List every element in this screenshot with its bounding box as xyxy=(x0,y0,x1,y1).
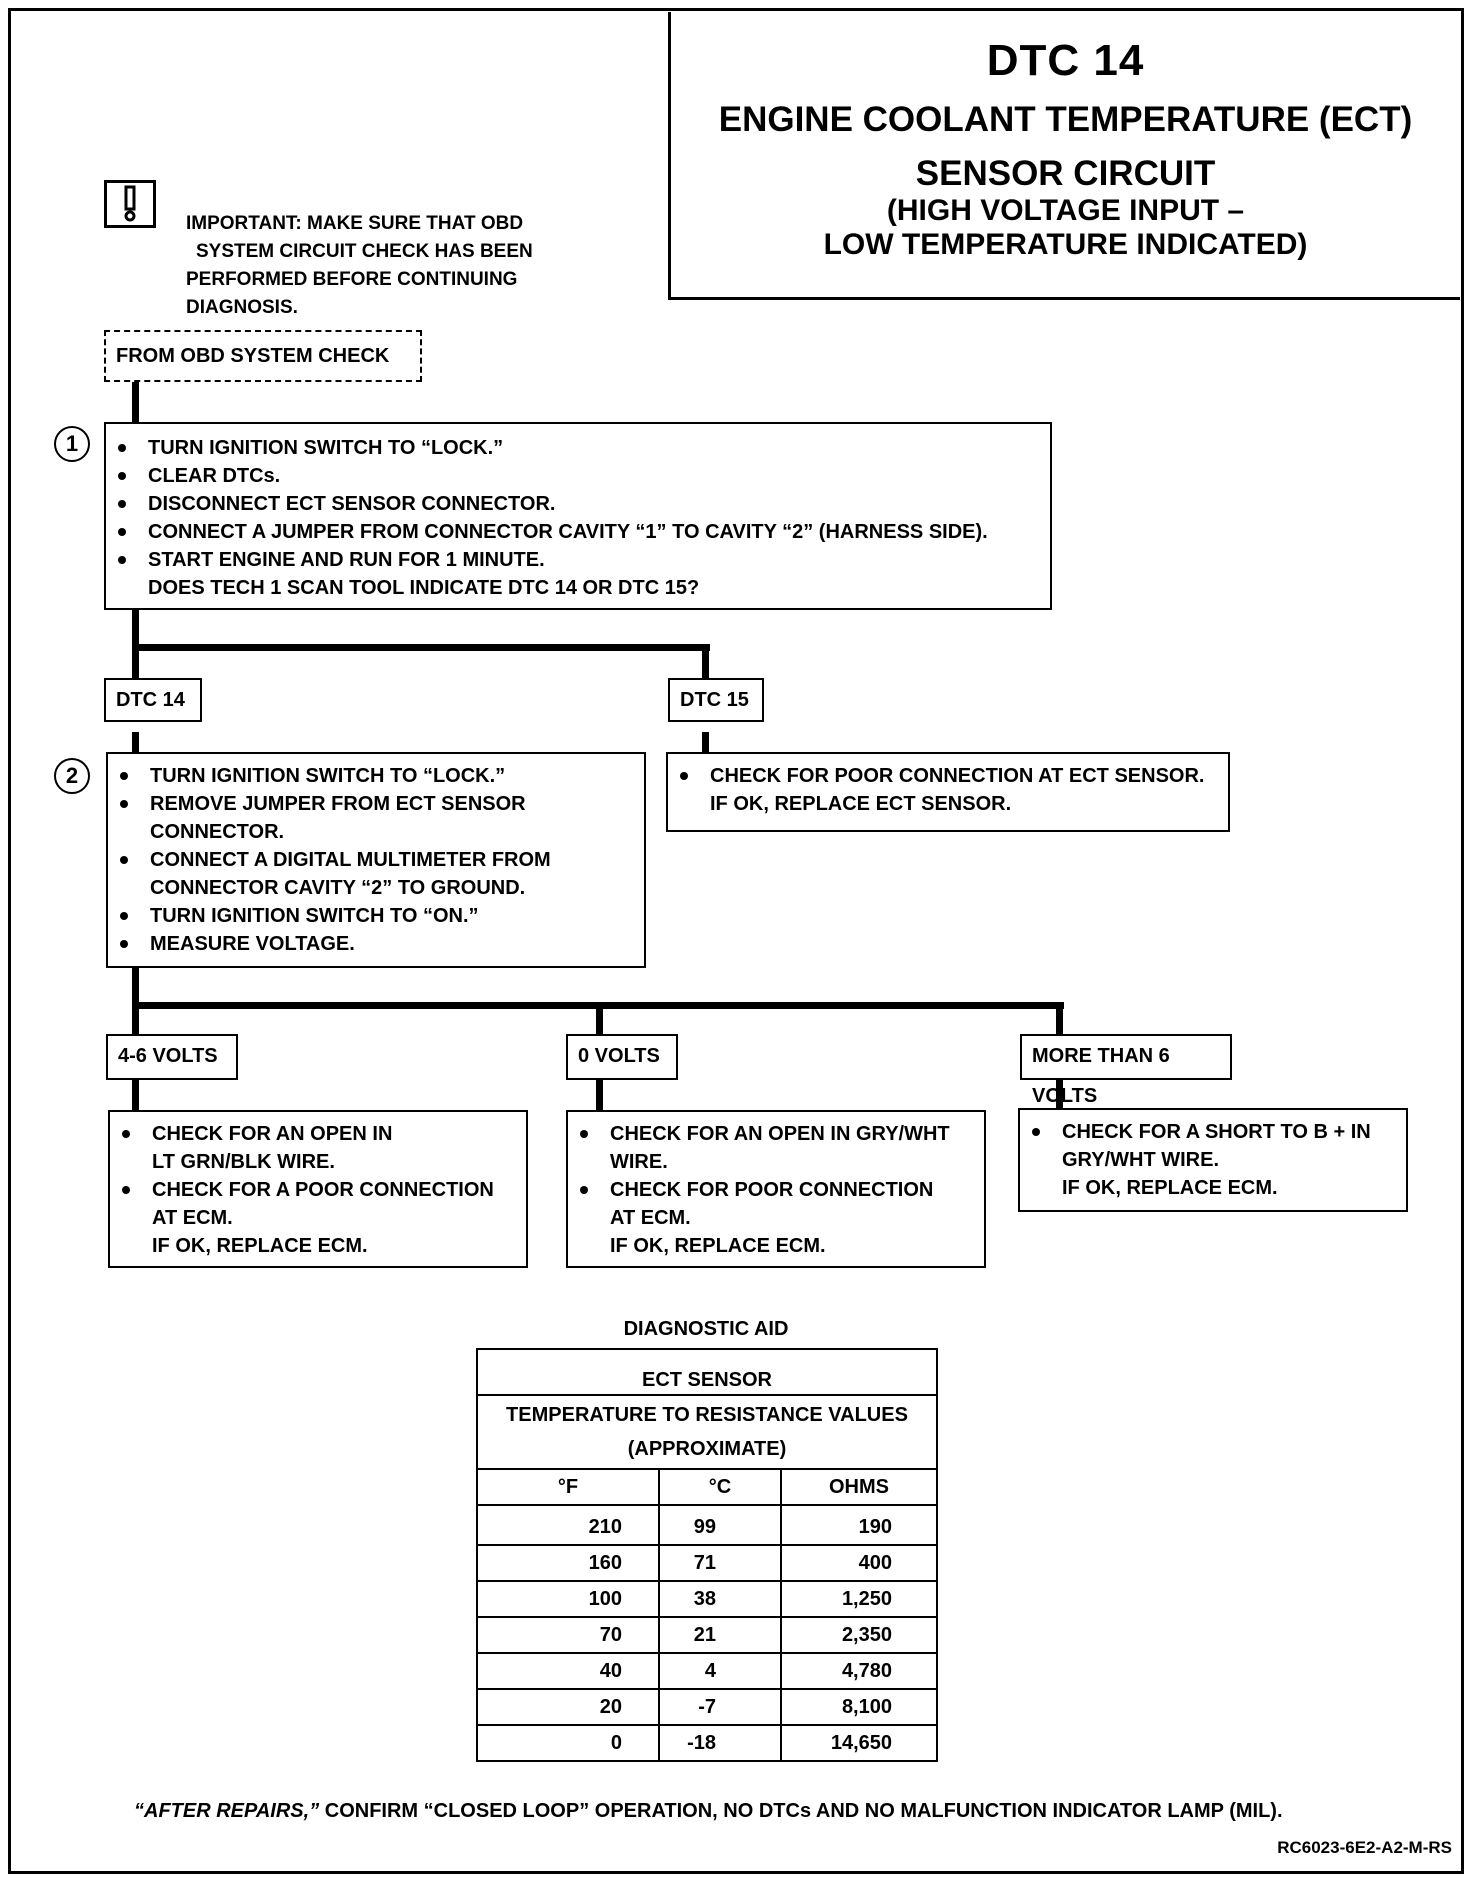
cell-celsius: -18 xyxy=(659,1725,781,1761)
table-row xyxy=(477,1617,937,1653)
volts-0-item: CHECK FOR POOR CONNECTION AT ECM. xyxy=(568,1176,984,1232)
table-subtitle: TEMPERATURE TO RESISTANCE VALUES (APPROXIMATE) xyxy=(477,1395,937,1469)
subtitle-line-2: LOW TEMPERATURE INDICATED) xyxy=(823,228,1308,261)
cell-fahrenheit: 70 xyxy=(477,1617,659,1653)
connector-start-step1 xyxy=(132,382,139,422)
volts-46-result-box xyxy=(108,1110,528,1268)
col-header-c: °C xyxy=(659,1469,781,1505)
connector-0v-result xyxy=(596,1078,603,1110)
cell-fahrenheit: 40 xyxy=(477,1653,659,1689)
col-header-ohms: OHMS xyxy=(781,1469,937,1505)
cell-ohms: 1,250 xyxy=(781,1581,937,1617)
step-2-box xyxy=(106,752,646,968)
cell-ohms: 2,350 xyxy=(781,1617,937,1653)
title-line-2: SENSOR CIRCUIT xyxy=(915,154,1216,193)
volts-6plus-label: MORE THAN 6 VOLTS xyxy=(1020,1034,1232,1080)
diagnostic-aid-heading: DIAGNOSTIC AID xyxy=(623,1318,789,1340)
start-box xyxy=(104,330,422,382)
after-repairs-note xyxy=(134,1800,1283,1823)
table-row xyxy=(477,1505,937,1545)
important-line-1: IMPORTANT: MAKE SURE THAT OBD xyxy=(186,213,524,234)
step-2-item: TURN IGNITION SWITCH TO “ON.” xyxy=(108,902,644,930)
cell-celsius: 71 xyxy=(659,1545,781,1581)
step-1-item: CONNECT A JUMPER FROM CONNECTOR CAVITY “1” TO CAVITY “2” (HARNESS SIDE). xyxy=(106,518,1050,546)
important-line-2: SYSTEM CIRCUIT CHECK HAS BEEN xyxy=(196,241,533,262)
cell-fahrenheit: 20 xyxy=(477,1689,659,1725)
table-row xyxy=(477,1689,937,1725)
col-header-f: °F xyxy=(477,1469,659,1505)
connector-46v-result xyxy=(132,1078,139,1110)
step-2-item: TURN IGNITION SWITCH TO “LOCK.” xyxy=(108,762,644,790)
cell-fahrenheit: 160 xyxy=(477,1545,659,1581)
step-1-item: CLEAR DTCs. xyxy=(106,462,1050,490)
connector-0v-down xyxy=(596,1002,603,1038)
volts-46-footer: IF OK, REPLACE ECM. xyxy=(152,1235,368,1257)
after-repairs-label: “AFTER REPAIRS,” xyxy=(134,1800,320,1822)
table-title: ECT SENSOR xyxy=(477,1349,937,1395)
cell-celsius: 38 xyxy=(659,1581,781,1617)
ect-sensor-table xyxy=(476,1348,938,1762)
connector-dtc15-result xyxy=(702,732,709,752)
step-2-item: MEASURE VOLTAGE. xyxy=(108,930,644,958)
cell-celsius: -7 xyxy=(659,1689,781,1725)
figure-code: RC6023-6E2-A2-M-RS xyxy=(1277,1838,1452,1857)
cell-ohms: 4,780 xyxy=(781,1653,937,1689)
connector-dtc14-step2 xyxy=(132,732,139,752)
cell-fahrenheit: 0 xyxy=(477,1725,659,1761)
important-line-4: DIAGNOSIS. xyxy=(186,297,298,318)
volts-6plus-result-box xyxy=(1018,1108,1408,1212)
cell-ohms: 190 xyxy=(781,1505,937,1545)
cell-ohms: 14,650 xyxy=(781,1725,937,1761)
branch-dtc14-label: DTC 14 xyxy=(104,678,202,722)
step-1-question: DOES TECH 1 SCAN TOOL INDICATE DTC 14 OR DTC 15? xyxy=(148,577,700,599)
dtc15-result-box xyxy=(666,752,1230,832)
important-note xyxy=(186,210,533,322)
table-row xyxy=(477,1725,937,1761)
title-box xyxy=(668,12,1460,300)
cell-fahrenheit: 210 xyxy=(477,1505,659,1545)
volts-0-result-box xyxy=(566,1110,986,1268)
cell-ohms: 400 xyxy=(781,1545,937,1581)
dtc-code: DTC 14 xyxy=(986,36,1145,85)
step-1-item: START ENGINE AND RUN FOR 1 MINUTE. xyxy=(106,546,1050,574)
volts-0-item: CHECK FOR AN OPEN IN GRY/WHT WIRE. xyxy=(568,1120,984,1176)
volts-46-item: CHECK FOR A POOR CONNECTION AT ECM. xyxy=(110,1176,526,1232)
step-1-item: DISCONNECT ECT SENSOR CONNECTOR. xyxy=(106,490,1050,518)
volts-0-footer: IF OK, REPLACE ECM. xyxy=(610,1235,826,1257)
start-box-label: FROM OBD SYSTEM CHECK xyxy=(116,345,390,367)
step-1-box xyxy=(104,422,1052,610)
volts-46-label: 4-6 VOLTS xyxy=(106,1034,238,1080)
step-1-item: TURN IGNITION SWITCH TO “LOCK.” xyxy=(106,434,1050,462)
cell-celsius: 21 xyxy=(659,1617,781,1653)
dtc15-result-item: CHECK FOR POOR CONNECTION AT ECT SENSOR. IF OK, REPLACE ECT SENSOR. xyxy=(668,762,1228,818)
connector-6v-down xyxy=(1056,1002,1063,1038)
step-2-marker: 2 xyxy=(54,758,90,794)
exclamation-icon xyxy=(104,180,156,228)
branch-dtc15-label: DTC 15 xyxy=(668,678,764,722)
volts-6plus-footer: IF OK, REPLACE ECM. xyxy=(1062,1177,1278,1199)
table-row xyxy=(477,1581,937,1617)
important-line-3: PERFORMED BEFORE CONTINUING xyxy=(186,269,518,290)
step-1-marker: 1 xyxy=(54,426,90,462)
cell-fahrenheit: 100 xyxy=(477,1581,659,1617)
volts-6plus-item: CHECK FOR A SHORT TO B + IN GRY/WHT WIRE. xyxy=(1020,1118,1406,1174)
subtitle-line-1: (HIGH VOLTAGE INPUT – xyxy=(886,194,1245,227)
cell-celsius: 99 xyxy=(659,1505,781,1545)
connector-branch-horizontal xyxy=(132,644,710,651)
cell-ohms: 8,100 xyxy=(781,1689,937,1725)
table-row xyxy=(477,1653,937,1689)
title-line-1: ENGINE COOLANT TEMPERATURE (ECT) xyxy=(718,100,1413,139)
volts-0-label: 0 VOLTS xyxy=(566,1034,678,1080)
table-header-row xyxy=(477,1469,937,1505)
step-2-item: CONNECT A DIGITAL MULTIMETER FROM CONNECTOR CAVITY “2” TO GROUND. xyxy=(108,846,644,902)
volts-46-item: CHECK FOR AN OPEN IN LT GRN/BLK WIRE. xyxy=(110,1120,526,1176)
cell-celsius: 4 xyxy=(659,1653,781,1689)
step-2-item: REMOVE JUMPER FROM ECT SENSOR CONNECTOR. xyxy=(108,790,644,846)
table-row xyxy=(477,1545,937,1581)
after-repairs-text: CONFIRM “CLOSED LOOP” OPERATION, NO DTCs AND NO MALFUNCTION INDICATOR LAMP (MIL). xyxy=(319,1800,1283,1822)
